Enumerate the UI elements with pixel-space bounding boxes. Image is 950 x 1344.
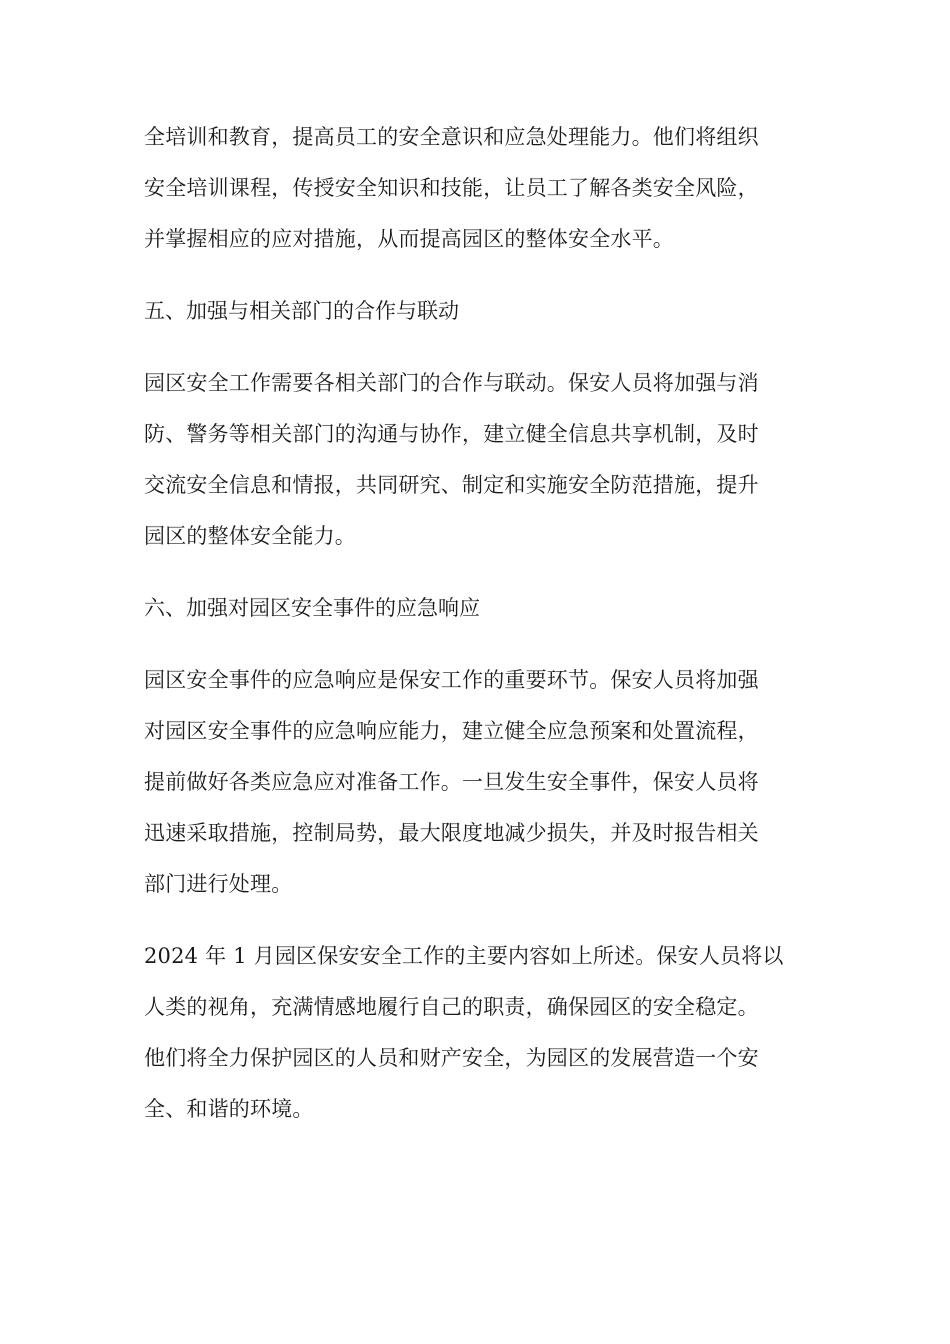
text-line: 2024 年 1 月园区保安安全工作的主要内容如上所述。保安人员将以 — [144, 944, 784, 968]
paragraph-training — [144, 112, 808, 265]
text-line: 对园区安全事件的应急响应能力，建立健全应急预案和处置流程， — [144, 719, 759, 743]
text-line: 全培训和教育，提高员工的安全意识和应急处理能力。他们将组织 — [144, 125, 759, 149]
text-line: 他们将全力保护园区的人员和财产安全，为园区的发展营造一个安 — [144, 1046, 759, 1070]
text-line: 并掌握相应的应对措施，从而提高园区的整体安全水平。 — [144, 227, 674, 251]
text-line: 园区安全事件的应急响应是保安工作的重要环节。保安人员将加强 — [144, 668, 759, 692]
paragraph-emergency — [144, 655, 808, 910]
text-line: 迅速采取措施，控制局势，最大限度地减少损失，并及时报告相关 — [144, 821, 759, 845]
text-line: 安全培训课程，传授安全知识和技能，让员工了解各类安全风险， — [144, 176, 759, 200]
paragraph-cooperation — [144, 358, 808, 562]
text-line: 全、和谐的环境。 — [144, 1097, 314, 1121]
text-line: 提前做好各类应急应对准备工作。一旦发生安全事件，保安人员将 — [144, 770, 759, 794]
text-line: 园区的整体安全能力。 — [144, 524, 356, 548]
text-line: 人类的视角，充满情感地履行自己的职责，确保园区的安全稳定。 — [144, 995, 759, 1019]
document-page — [144, 112, 808, 1135]
text-line: 部门进行处理。 — [144, 872, 293, 896]
text-line: 交流安全信息和情报，共同研究、制定和实施安全防范措施，提升 — [144, 473, 759, 497]
text-line: 园区安全工作需要各相关部门的合作与联动。保安人员将加强与消 — [144, 371, 759, 395]
paragraph-summary — [144, 931, 808, 1135]
section-heading-5: 五、加强与相关部门的合作与联动 — [144, 299, 459, 323]
text-line: 防、警务等相关部门的沟通与协作，建立健全信息共享机制，及时 — [144, 422, 759, 446]
section-heading-6: 六、加强对园区安全事件的应急响应 — [144, 596, 480, 620]
